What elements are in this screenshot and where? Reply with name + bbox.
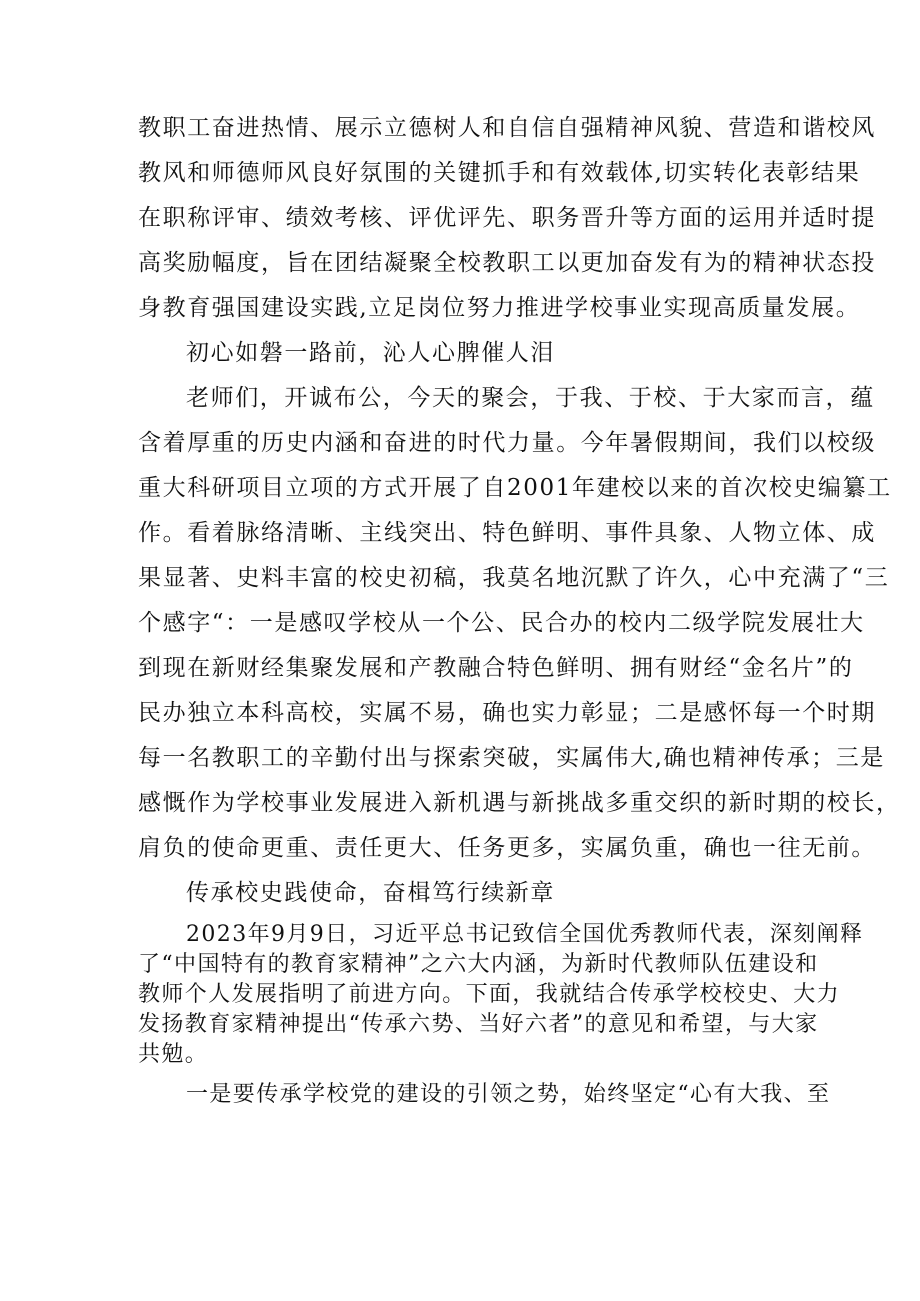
paragraph-line: 老师们，开诚布公，今天的聚会，于我、于校、于大家而言，蕴	[186, 385, 875, 411]
paragraph-line: 到现在新财经集聚发展和产教融合特色鲜明、拥有财经“金名片”的	[138, 655, 854, 681]
paragraph-line: 个感字“：一是感叹学校从一个公、民合办的校内二级学院发展壮大	[138, 610, 865, 636]
paragraph-line: 教职工奋进热情、展示立德树人和自信自强精神风貌、营造和谐校风	[138, 115, 876, 141]
paragraph-line: 身教育强国建设实践,立足岗位努力推进学校事业实现高质量发展。	[138, 295, 861, 321]
paragraph-line: 民办独立本科高校，实属不易，确也实力彰显；二是感怀每一个时期	[138, 700, 876, 726]
paragraph-line: 一是要传承学校党的建设的引领之势，始终坚定“心有大我、至	[186, 1082, 831, 1107]
paragraph-line: 高奖励幅度，旨在团结凝聚全校教职工以更加奋发有为的精神状态投	[138, 250, 876, 276]
paragraph-line: 感慨作为学校事业发展进入新机遇与新挑战多重交织的新时期的校长，	[138, 790, 901, 816]
paragraph-line: 教风和师德师风良好氛围的关键抓手和有效载体,切实转化表彰结果	[138, 160, 861, 186]
paragraph-line: 发扬教育家精神提出“传承六势、当好六者”的意见和希望，与大家	[138, 1012, 819, 1037]
paragraph-line: 含着厚重的历史内涵和奋进的时代力量。今年暑假期间，我们以校级	[138, 430, 876, 456]
paragraph-line: 作。看着脉络清晰、主线突出、特色鲜明、事件具象、人物立体、成	[138, 520, 876, 546]
paragraph-line: 在职称评审、绩效考核、评优评先、职务晋升等方面的运用并适时提	[138, 205, 876, 231]
paragraph-line: 果显著、史料丰富的校史初稿，我莫名地沉默了许久，心中充满了“三	[138, 565, 890, 591]
paragraph-line: 肩负的使命更重、责任更大、任务更多，实属负重，确也一往无前。	[138, 835, 876, 861]
paragraph-line: 教师个人发展指明了前进方向。下面，我就结合传承学校校史、大力	[138, 982, 841, 1007]
paragraph-line: 2023年9月9日，习近平总书记致信全国优秀教师代表，深刻阐释	[186, 922, 864, 947]
section-heading: 传承校史践使命，奋楫笃行续新章	[186, 880, 555, 906]
paragraph-line: 每一名教职工的辛勤付出与探索突破，实属伟大,确也精神传承；三是	[138, 745, 885, 771]
section-heading: 初心如磐一路前，沁人心脾催人泪	[186, 340, 555, 366]
paragraph-line: 了“中国特有的教育家精神”之六大内涵，为新时代教师队伍建设和	[138, 952, 819, 977]
paragraph-line: 共勉。	[138, 1042, 209, 1067]
paragraph-line: 重大科研项目立项的方式开展了自2001年建校以来的首次校史编纂工	[138, 475, 892, 501]
